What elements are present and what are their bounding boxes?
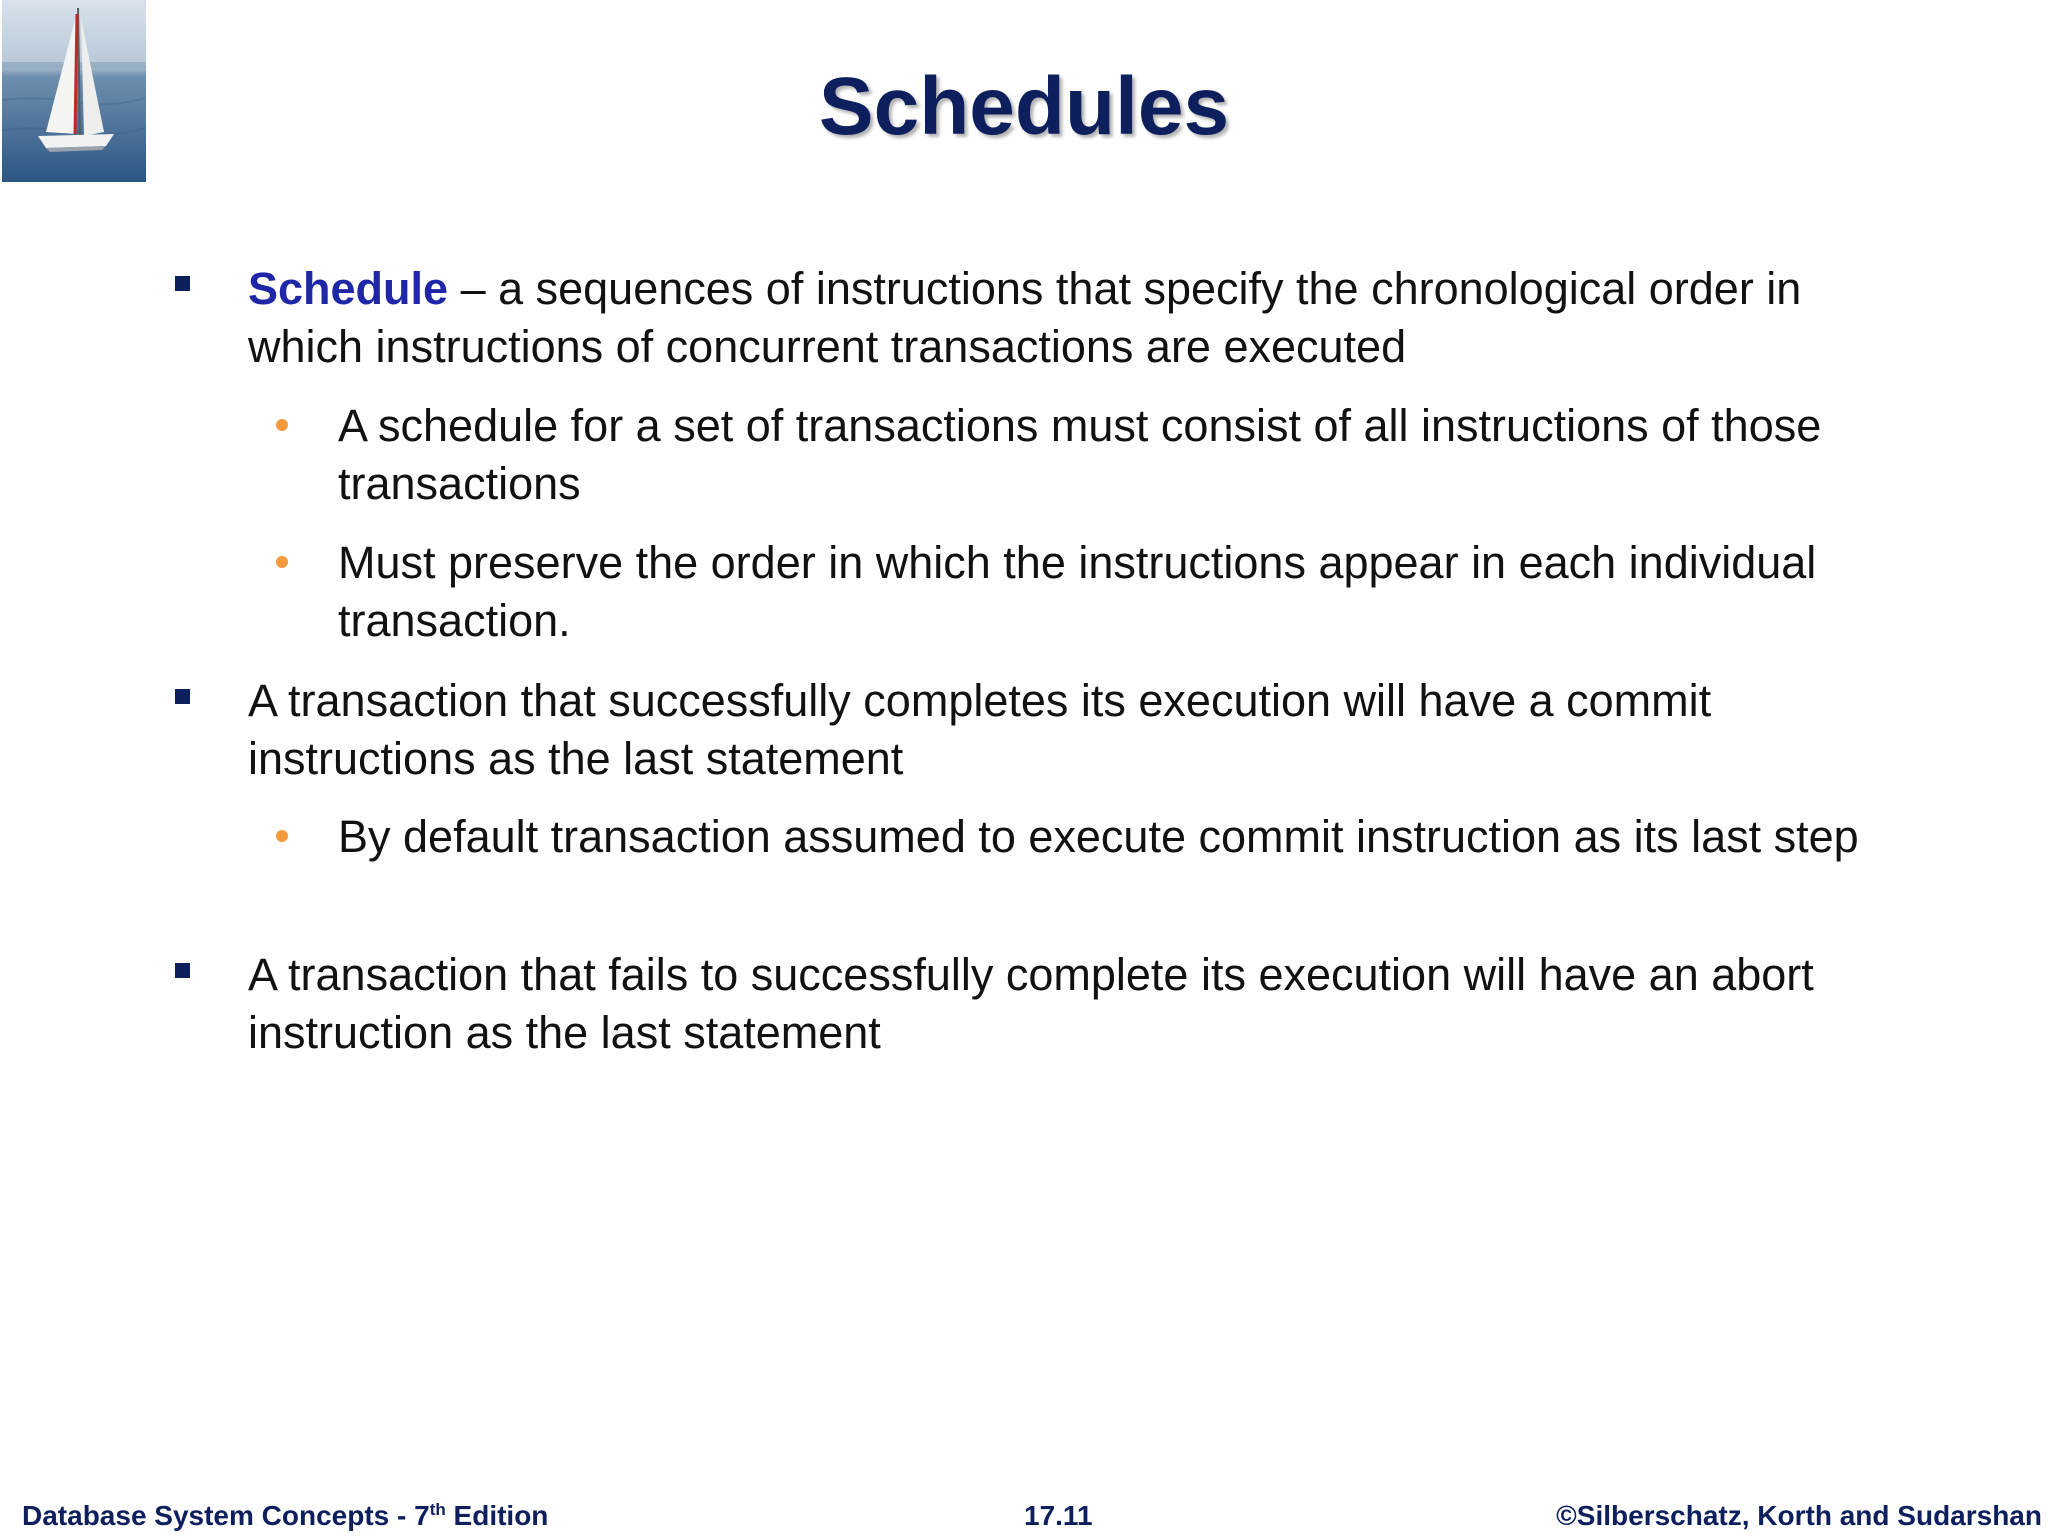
bullet-2: A transaction that successfully completes its execution will have a commit instructions as the last statement bbox=[248, 675, 1712, 784]
level2-bullet-dot bbox=[276, 556, 288, 568]
bullet-1-sub-1: A schedule for a set of transactions must consist of all instructions of those transactions bbox=[338, 400, 1822, 509]
footer-book-title bbox=[22, 1500, 548, 1532]
footer-page-number: 17.11 bbox=[1024, 1500, 1093, 1531]
bullet-1 bbox=[248, 260, 1908, 376]
level1-bullet-square bbox=[175, 689, 190, 704]
bullet-2-sub-1: By default transaction assumed to execute commit instruction as its last step bbox=[338, 811, 1859, 862]
bullet-1-sub-2: Must preserve the order in which the instructions appear in each individual transaction. bbox=[338, 537, 1817, 646]
level2-bullet-dot bbox=[276, 419, 288, 431]
bullet-3: A transaction that fails to successfully complete its execution will have an abort instruction as the last statement bbox=[248, 949, 1814, 1058]
bullet-1-text: – a sequences of instructions that specify the chronological order in which instructions of concurrent transactions are executed bbox=[248, 263, 1802, 372]
footer-book-sup: th bbox=[429, 1500, 446, 1519]
level2-bullet-dot bbox=[276, 830, 288, 842]
footer-book-suffix: Edition bbox=[445, 1500, 549, 1531]
term-schedule: Schedule bbox=[248, 263, 449, 314]
footer-book-prefix: Database System Concepts - 7 bbox=[22, 1500, 430, 1531]
level1-bullet-square bbox=[175, 963, 190, 978]
footer-copyright: ©Silberschatz, Korth and Sudarshan bbox=[1556, 1500, 2042, 1531]
slide-title: Schedules bbox=[818, 61, 1230, 152]
level1-bullet-square bbox=[175, 276, 190, 291]
